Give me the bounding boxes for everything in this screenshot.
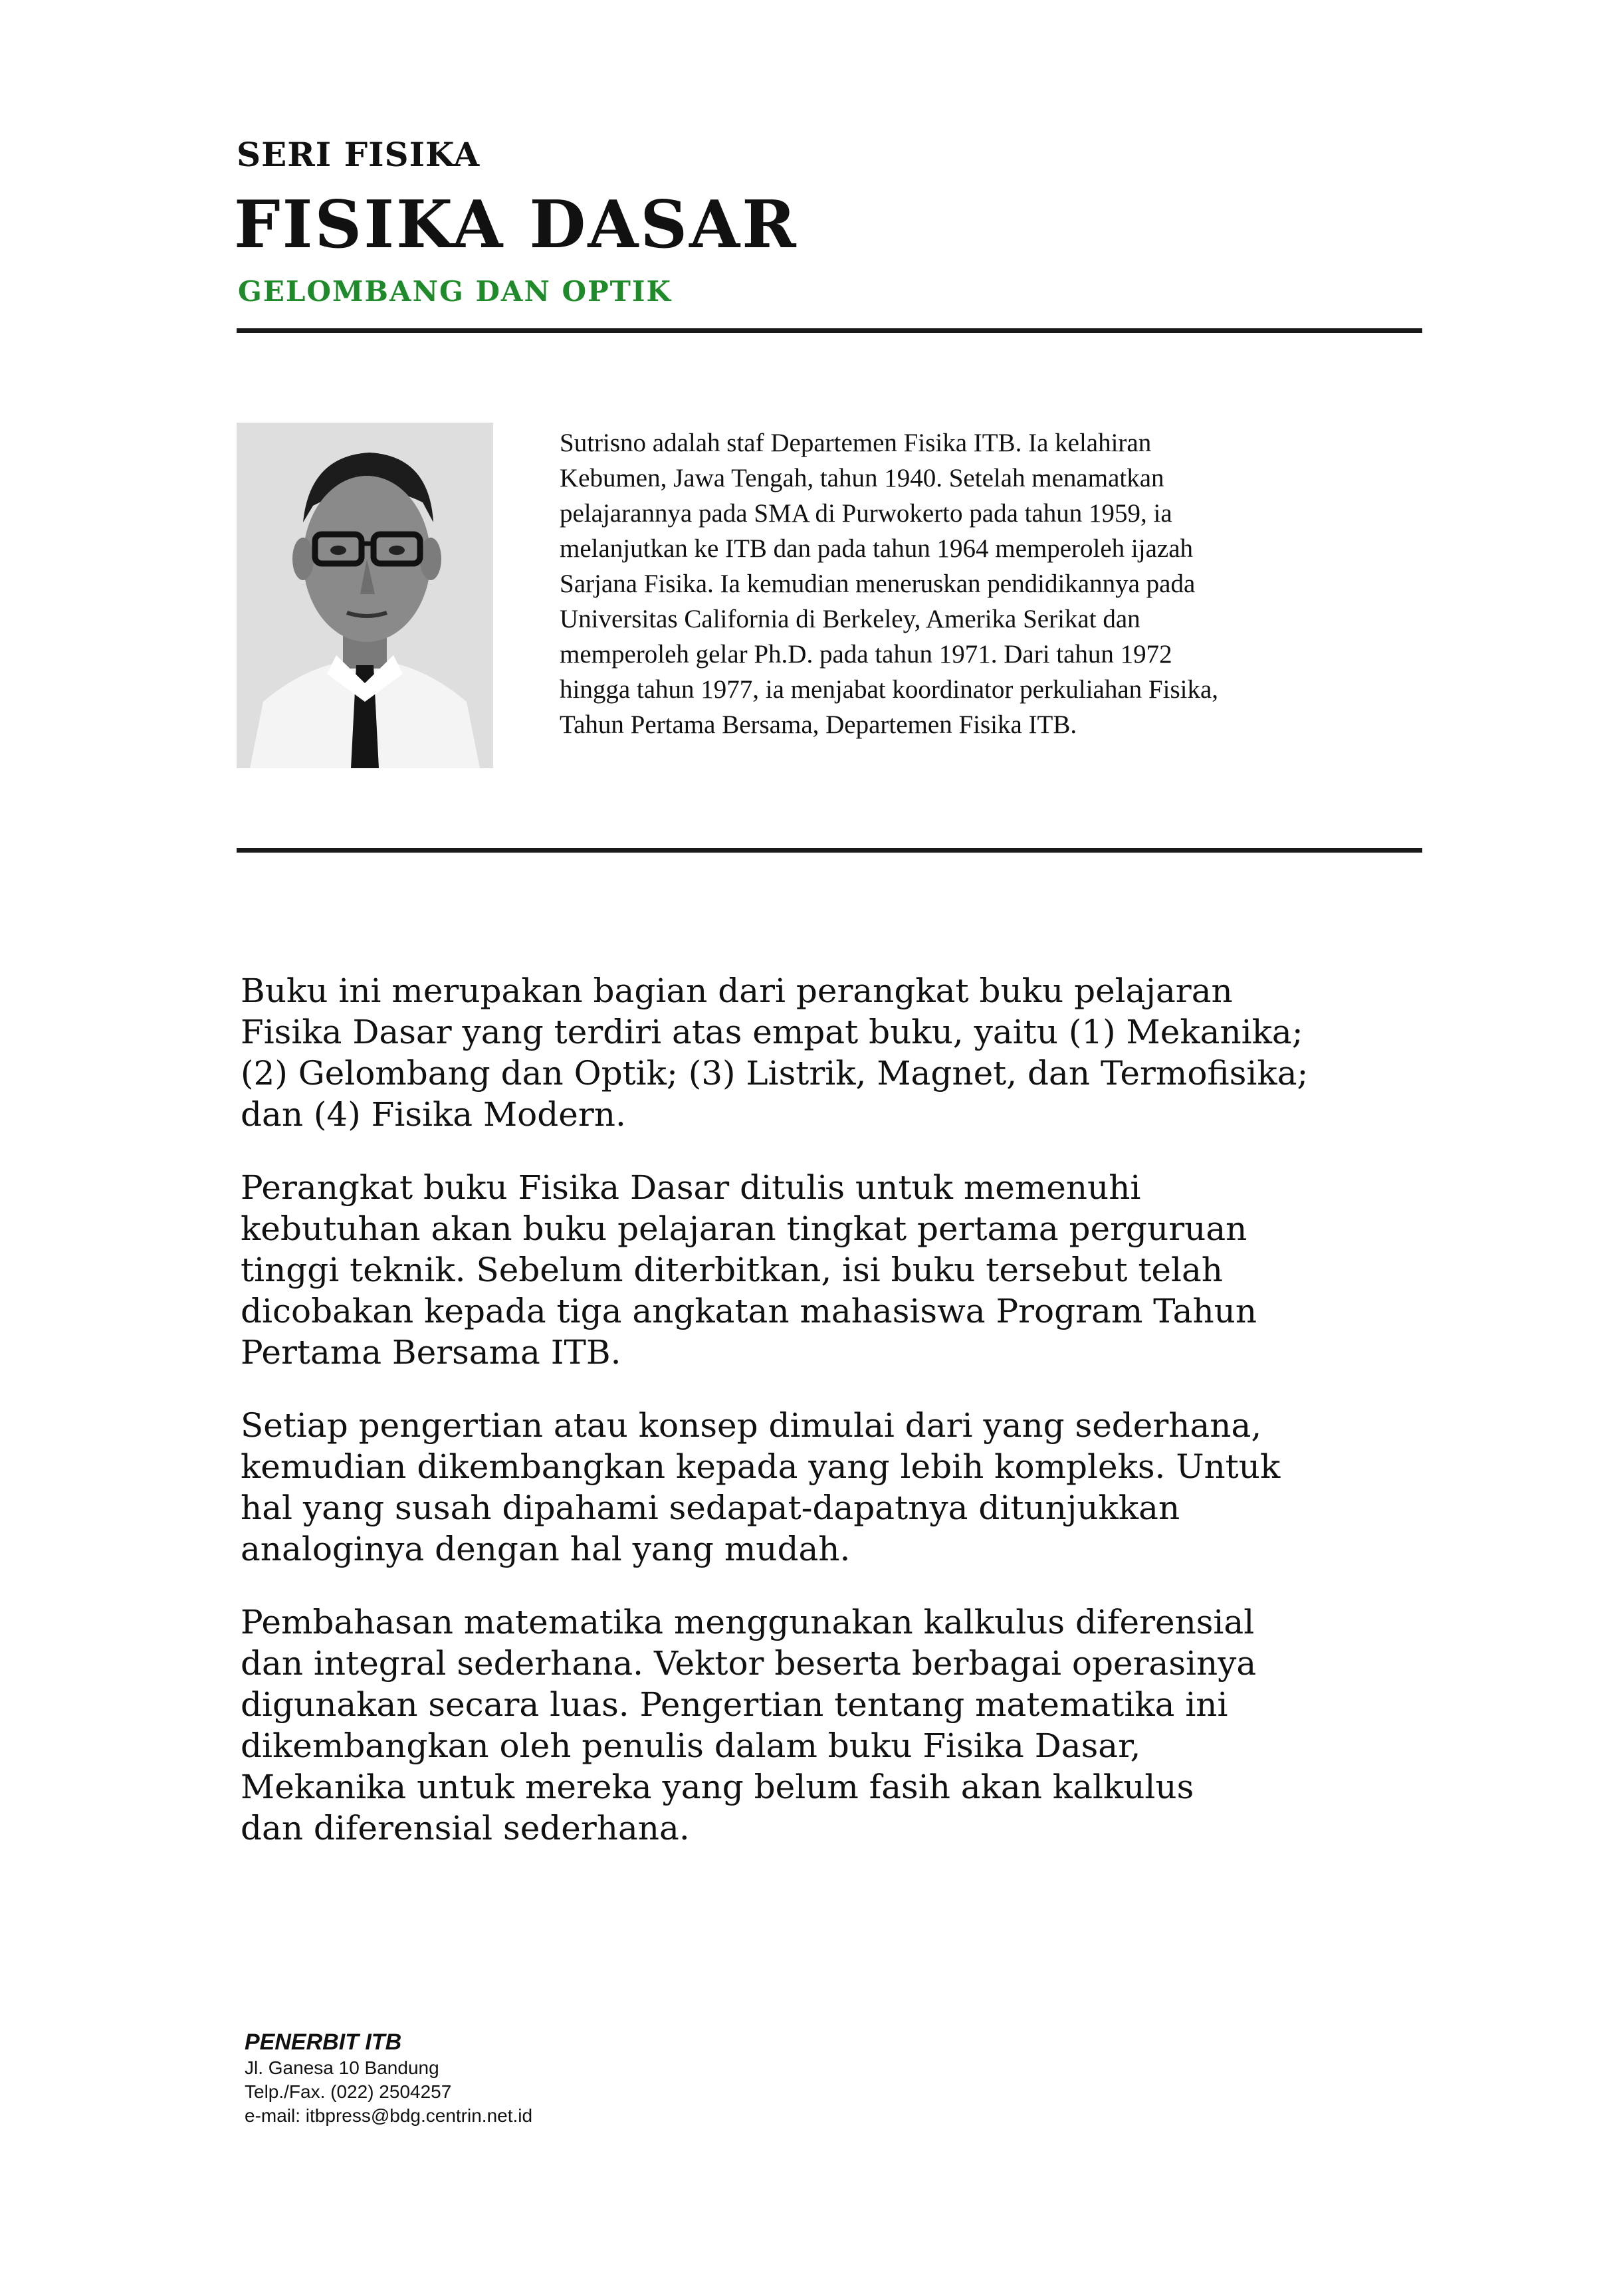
description-paragraph — [241, 1167, 1430, 1373]
author-bio — [560, 425, 1424, 742]
book-subtitle: GELOMBANG DAN OPTIK — [238, 275, 673, 308]
publisher-email: e-mail: itbpress@bdg.centrin.net.id — [245, 2105, 533, 2126]
description-line: dikembangkan oleh penulis dalam buku Fisika Dasar, — [241, 1726, 1141, 1765]
description-line: Perangkat buku Fisika Dasar ditulis untuk memenuhi — [241, 1168, 1141, 1207]
description-line: analoginya dengan hal yang mudah. — [241, 1530, 851, 1568]
author-portrait-icon — [237, 423, 493, 768]
author-bio-line: hingga tahun 1977, ia menjabat koordinator perkuliahan Fisika, — [560, 675, 1219, 704]
bottom-divider — [237, 848, 1422, 853]
description-line: Mekanika untuk mereka yang belum fasih akan kalkulus — [241, 1768, 1194, 1806]
publisher-phone: Telp./Fax. (022) 2504257 — [245, 2081, 452, 2102]
author-bio-line: Tahun Pertama Bersama, Departemen Fisika ITB. — [560, 710, 1077, 739]
publisher-block — [245, 2028, 532, 2128]
author-bio-line: melanjutkan ke ITB dan pada tahun 1964 memperoleh ijazah — [560, 534, 1194, 563]
author-bio-line: Kebumen, Jawa Tengah, tahun 1940. Setelah menamatkan — [560, 464, 1164, 492]
publisher-name: PENERBIT ITB — [245, 2030, 402, 2055]
description-line: dan diferensial sederhana. — [241, 1809, 690, 1847]
description-line: kemudian dikembangkan kepada yang lebih kompleks. Untuk — [241, 1447, 1281, 1486]
publisher-address: Jl. Ganesa 10 Bandung — [245, 2057, 439, 2078]
author-bio-line: pelajarannya pada SMA di Purwokerto pada tahun 1959, ia — [560, 499, 1172, 528]
description-line: Fisika Dasar yang terdiri atas empat buku, yaitu (1) Mekanika; — [241, 1013, 1303, 1051]
author-bio-line: memperoleh gelar Ph.D. pada tahun 1971. Dari tahun 1972 — [560, 640, 1172, 669]
series-label: SERI FISIKA — [237, 135, 481, 174]
description-line: dan (4) Fisika Modern. — [241, 1095, 626, 1134]
description-line: dan integral sederhana. Vektor beserta berbagai operasinya — [241, 1644, 1257, 1683]
description-line: Buku ini merupakan bagian dari perangkat buku pelajaran — [241, 972, 1233, 1010]
author-bio-line: Sarjana Fisika. Ia kemudian meneruskan pendidikannya pada — [560, 570, 1196, 598]
description-line: digunakan secara luas. Pengertian tentang matematika ini — [241, 1685, 1228, 1724]
description-line: tinggi teknik. Sebelum diterbitkan, isi buku tersebut telah — [241, 1251, 1224, 1289]
author-bio-line: Sutrisno adalah staf Departemen Fisika ITB. Ia kelahiran — [560, 429, 1152, 457]
description-line: Setiap pengertian atau konsep dimulai dari yang sederhana, — [241, 1406, 1262, 1445]
description-line: dicobakan kepada tiga angkatan mahasiswa Program Tahun — [241, 1292, 1257, 1330]
author-bio-line: Universitas California di Berkeley, Amerika Serikat dan — [560, 605, 1140, 633]
description-line: kebutuhan akan buku pelajaran tingkat pertama perguruan — [241, 1209, 1247, 1248]
book-description — [241, 970, 1430, 1881]
description-paragraph — [241, 970, 1430, 1135]
description-line: hal yang susah dipahami sedapat-dapatnya ditunjukkan — [241, 1489, 1180, 1527]
description-line: (2) Gelombang dan Optik; (3) Listrik, Magnet, dan Termofisika; — [241, 1054, 1309, 1093]
top-divider — [237, 328, 1422, 333]
description-line: Pembahasan matematika menggunakan kalkulus diferensial — [241, 1603, 1255, 1641]
description-paragraph — [241, 1602, 1430, 1849]
book-title: FISIKA DASAR — [234, 187, 798, 263]
description-paragraph — [241, 1405, 1430, 1570]
description-line: Pertama Bersama ITB. — [241, 1333, 621, 1372]
author-photo — [237, 423, 493, 768]
